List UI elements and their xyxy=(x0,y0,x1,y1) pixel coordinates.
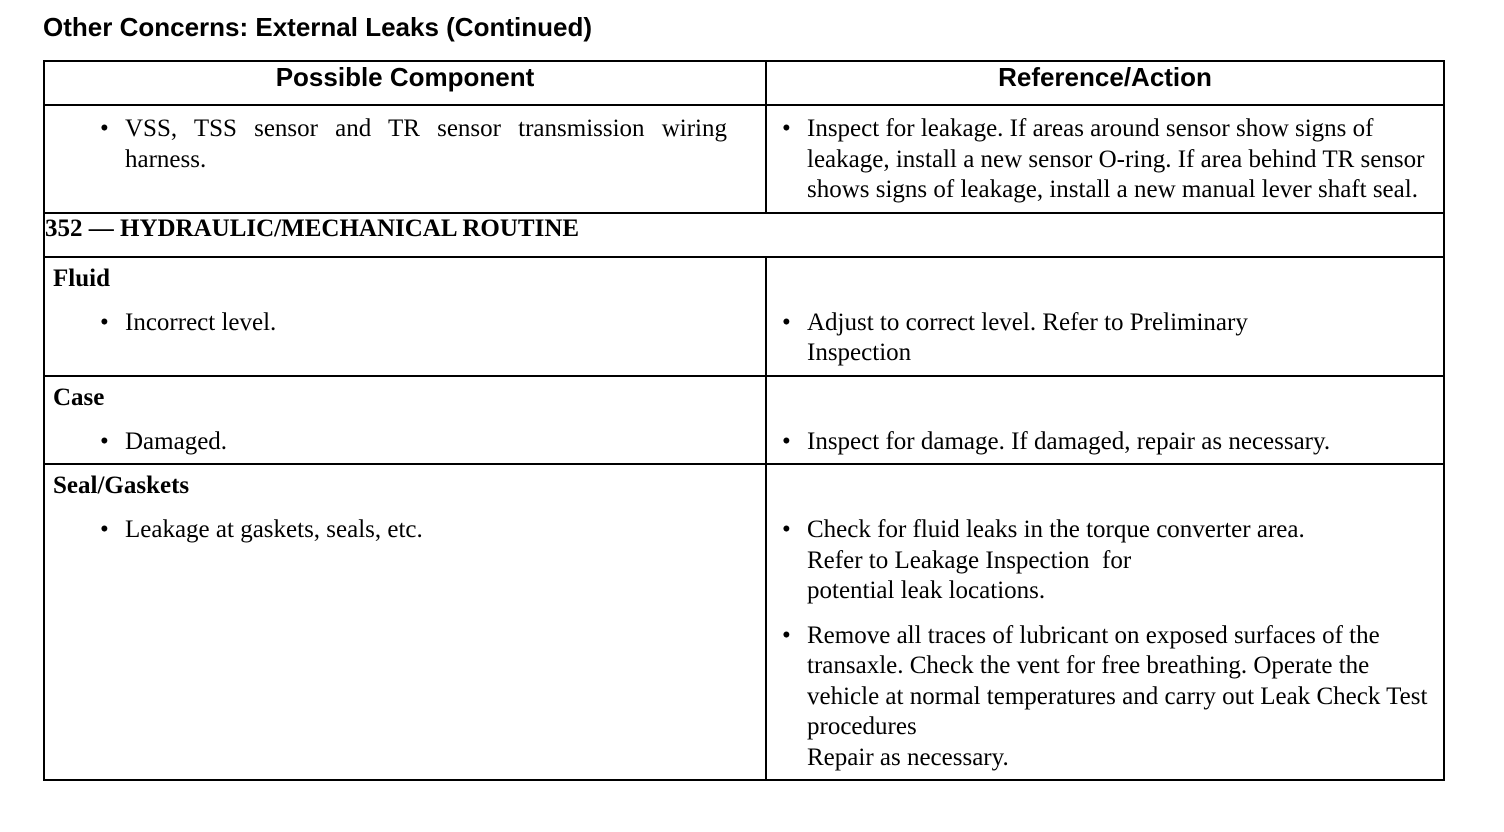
group-label-case: Case xyxy=(53,383,105,411)
section-row xyxy=(44,213,1444,257)
component-cell xyxy=(44,257,766,376)
action-text-line: potential leak locations. xyxy=(807,577,1046,604)
group-label-seals: Seal/Gaskets xyxy=(53,472,190,499)
list-item xyxy=(767,621,1443,774)
component-text: Leakage at gaskets, seals, etc. xyxy=(125,516,423,543)
list-item xyxy=(45,427,765,458)
bullet-icon: • xyxy=(100,516,109,543)
table-row-seals xyxy=(44,464,1444,780)
concerns-table xyxy=(43,60,1445,781)
bullet-icon: • xyxy=(782,308,791,336)
action-text-line: Check for fluid leaks in the torque converter area. xyxy=(807,516,1305,543)
action-text: Inspect for leakage. If areas around sensor show signs of leakage, install a new sensor O-ring. If area behind TR sensor shows signs of leakage, install a new manual lever shaft seal. xyxy=(807,115,1425,203)
component-text: Damaged. xyxy=(125,427,228,455)
header-possible-component: Possible Component xyxy=(44,61,766,105)
bullet-icon: • xyxy=(782,621,791,649)
component-text: Incorrect level. xyxy=(125,308,277,336)
bullet-icon: • xyxy=(782,115,791,142)
table-row-case xyxy=(44,376,1444,465)
bullet-icon: • xyxy=(100,308,109,336)
table-row xyxy=(44,105,1444,213)
list-item xyxy=(45,515,765,546)
bullet-icon: • xyxy=(782,427,791,455)
component-cell xyxy=(44,105,766,213)
action-text-line: Refer to Leakage Inspection for xyxy=(807,546,1132,574)
list-item xyxy=(45,308,765,339)
action-cell xyxy=(766,257,1444,376)
action-cell xyxy=(766,105,1444,213)
action-cell xyxy=(766,464,1444,780)
list-item xyxy=(767,515,1443,607)
action-text: Adjust to correct level. Refer to Preliminary Inspection xyxy=(807,308,1248,366)
header-reference-action: Reference/Action xyxy=(766,61,1444,105)
action-text: Inspect for damage. If damaged, repair as necessary. xyxy=(807,427,1331,455)
action-cell xyxy=(766,376,1444,465)
section-title: 352 — HYDRAULIC/MECHANICAL ROUTINE xyxy=(44,213,1444,257)
list-item xyxy=(45,114,765,175)
component-cell xyxy=(44,376,766,465)
component-text: VSS, TSS sensor and TR sensor transmission wiring harness. xyxy=(125,115,727,173)
group-label-fluid: Fluid xyxy=(53,264,110,292)
action-text-line: Repair as necessary. xyxy=(807,743,1009,771)
page-title: Other Concerns: External Leaks (Continued) xyxy=(43,12,592,42)
list-item xyxy=(767,427,1443,458)
bullet-icon: • xyxy=(100,427,109,455)
bullet-icon: • xyxy=(100,115,109,142)
table-row-fluid xyxy=(44,257,1444,376)
bullet-icon: • xyxy=(782,516,791,543)
list-item xyxy=(767,114,1443,206)
component-cell xyxy=(44,464,766,780)
list-item xyxy=(767,308,1443,369)
action-text-line: Remove all traces of lubricant on exposed surfaces of the transaxle. Check the vent for free breathing. Operate the vehicle at normal temperatures and carry out Leak Check Test procedures xyxy=(807,621,1428,740)
table-header-row xyxy=(44,61,1444,105)
